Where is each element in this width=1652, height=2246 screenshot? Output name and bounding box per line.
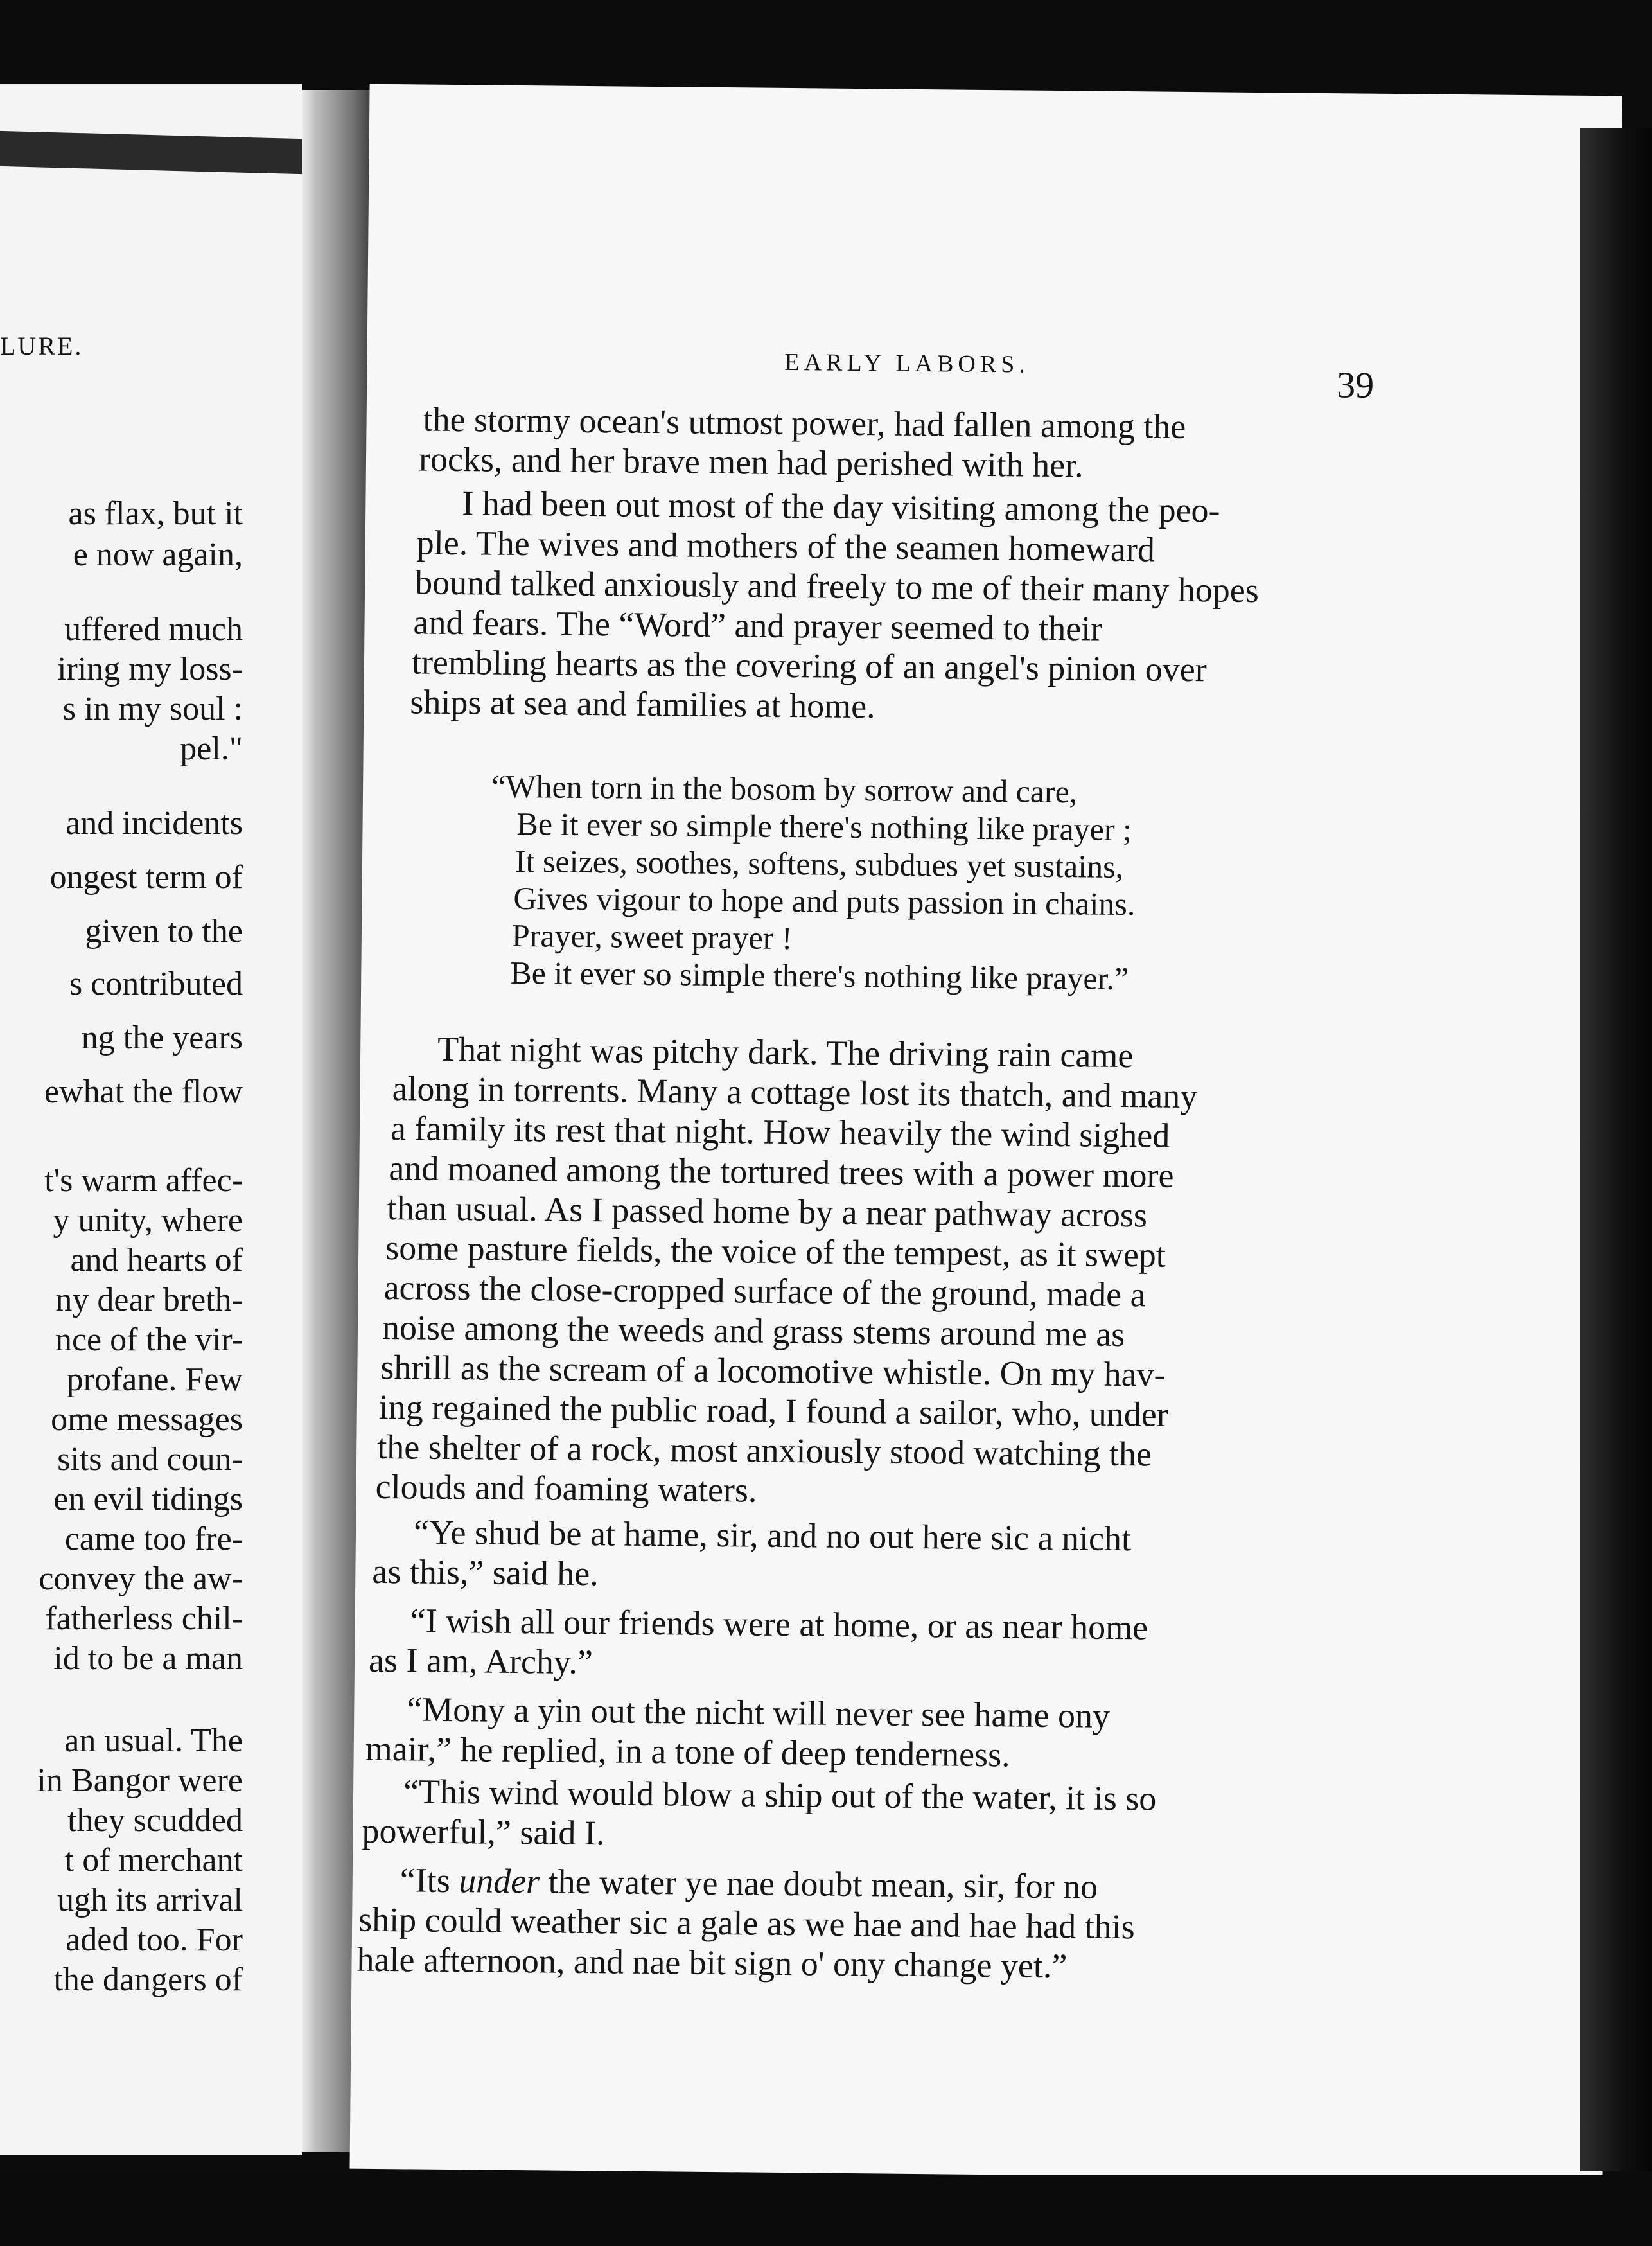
verse-line: Be it ever so simple there's nothing like prayer ; (516, 805, 1132, 848)
left-line: s in my soul : (62, 691, 243, 727)
text-line: rocks, and her brave men had perished with her. (418, 439, 1084, 485)
left-line: ewhat the flow (44, 1074, 243, 1110)
text-line: some pasture fields, the voice of the tempest, as it swept (385, 1228, 1166, 1275)
left-line: aded too. For (66, 1922, 243, 1958)
left-line: ng the years (81, 1020, 243, 1056)
left-line: y unity, where (53, 1202, 243, 1239)
text-line: the shelter of a rock, most anxiously stood watching the (376, 1427, 1152, 1474)
text-line: bound talked anxiously and freely to me of their many hopes (414, 563, 1260, 610)
text-line: mair,” he replied, in a tone of deep tenderness. (365, 1729, 1010, 1774)
text-line: clouds and foaming waters. (375, 1467, 757, 1510)
text-line: than usual. As I passed home by a near pathway across (387, 1189, 1148, 1235)
right-page (349, 84, 1622, 2181)
text-line: along in torrents. Many a cottage lost its thatch, and many (392, 1069, 1198, 1116)
scan-bottom-border (0, 2175, 1652, 2246)
text-line: a family its rest that night. How heavily the wind sighed (390, 1109, 1170, 1155)
left-line: profane. Few (66, 1361, 243, 1398)
verse-line: Prayer, sweet prayer ! (511, 917, 793, 957)
verse-line: Gives vigour to hope and puts passion in chains. (513, 880, 1136, 923)
text-line: That night was pitchy dark. The driving rain came (437, 1029, 1134, 1075)
left-line: fatherless chil- (45, 1600, 243, 1637)
left-line: t of merchant (64, 1842, 243, 1879)
left-line: e now again, (73, 536, 243, 573)
text-line: trembling hearts as the covering of an angel's pinion over (411, 642, 1208, 689)
text-line: noise among the weeds and grass stems around me as (382, 1307, 1125, 1354)
left-line: and hearts of (70, 1242, 243, 1278)
left-line: came too fre- (64, 1521, 243, 1557)
text-line: as I am, Archy.” (368, 1640, 593, 1682)
left-line: as flax, but it (68, 495, 243, 532)
text-line: and fears. The “Word” and prayer seemed to their (413, 603, 1103, 648)
text-line: ships at sea and families at home. (410, 682, 875, 726)
running-head: EARLY LABORS. (784, 348, 1030, 378)
italic-word: under (458, 1861, 540, 1901)
text-span: “Its (400, 1861, 459, 1900)
verse-line: “When torn in the bosom by sorrow and care, (491, 768, 1078, 810)
left-line: en evil tidings (53, 1481, 243, 1517)
left-line: uffered much (64, 611, 243, 648)
text-line: powerful,” said I. (362, 1811, 605, 1853)
text-span: the water ye nae doubt mean, sir, for no (539, 1862, 1098, 1906)
left-line: they scudded (67, 1802, 243, 1839)
text-line: “I wish all our friends were at home, or as near home (410, 1601, 1148, 1647)
text-line: and moaned among the tortured trees with a power more (389, 1149, 1174, 1195)
left-line: given to the (85, 913, 243, 950)
text-line: I had been out most of the day visiting among the peo- (462, 484, 1220, 530)
text-line: “Ye shud be at hame, sir, and no out here sic a nicht (413, 1512, 1132, 1559)
left-page (0, 84, 302, 2155)
page-number: 39 (1336, 364, 1375, 406)
left-line: sits and coun- (57, 1441, 243, 1478)
left-page-top-edge (0, 131, 302, 174)
verse-line: It seizes, soothes, softens, subdues yet sustains, (514, 842, 1124, 885)
left-line: s contributed (69, 966, 243, 1002)
left-line: in Bangor were (37, 1762, 243, 1799)
text-line: ple. The wives and mothers of the seamen homeward (416, 523, 1156, 569)
left-line: the dangers of (53, 1961, 243, 1998)
left-line: convey the aw- (39, 1561, 243, 1597)
left-line: ongest term of (49, 859, 243, 896)
text-line: ship could weather sic a gale as we hae and hae had this (358, 1900, 1135, 1947)
text-line: across the close-cropped surface of the ground, made a (383, 1268, 1146, 1314)
left-line: id to be a man (53, 1640, 243, 1677)
left-line: iring my loss- (57, 651, 243, 687)
left-line: pel." (180, 730, 243, 767)
text-line: “This wind would blow a ship out of the water, it is so (403, 1772, 1157, 1818)
left-line: an usual. The (64, 1722, 243, 1759)
text-line: the stormy ocean's utmost power, had fallen among the (423, 400, 1186, 446)
text-line: “Mony a yin out the nicht will never see hame ony (407, 1690, 1111, 1735)
left-running-head: LURE. (0, 332, 83, 360)
right-page-edge (1580, 128, 1652, 2171)
left-line: nce of the vir- (55, 1322, 243, 1358)
text-line: hale afternoon, and nae bit sign o' ony change yet.” (356, 1940, 1068, 1986)
left-line: ugh its arrival (57, 1882, 243, 1918)
text-line-with-italic (400, 1860, 1098, 1906)
text-line: as this,” said he. (372, 1552, 599, 1593)
left-line: ny dear breth- (55, 1282, 243, 1318)
left-line: t's warm affec- (44, 1162, 243, 1199)
left-line: and incidents (66, 805, 243, 842)
verse-line: Be it ever so simple there's nothing like prayer.” (510, 954, 1129, 997)
text-line: ing regained the public road, I found a sailor, who, under (378, 1387, 1169, 1434)
text-line: shrill as the scream of a locomotive whistle. On my hav- (380, 1347, 1166, 1394)
left-line: ome messages (51, 1401, 243, 1438)
